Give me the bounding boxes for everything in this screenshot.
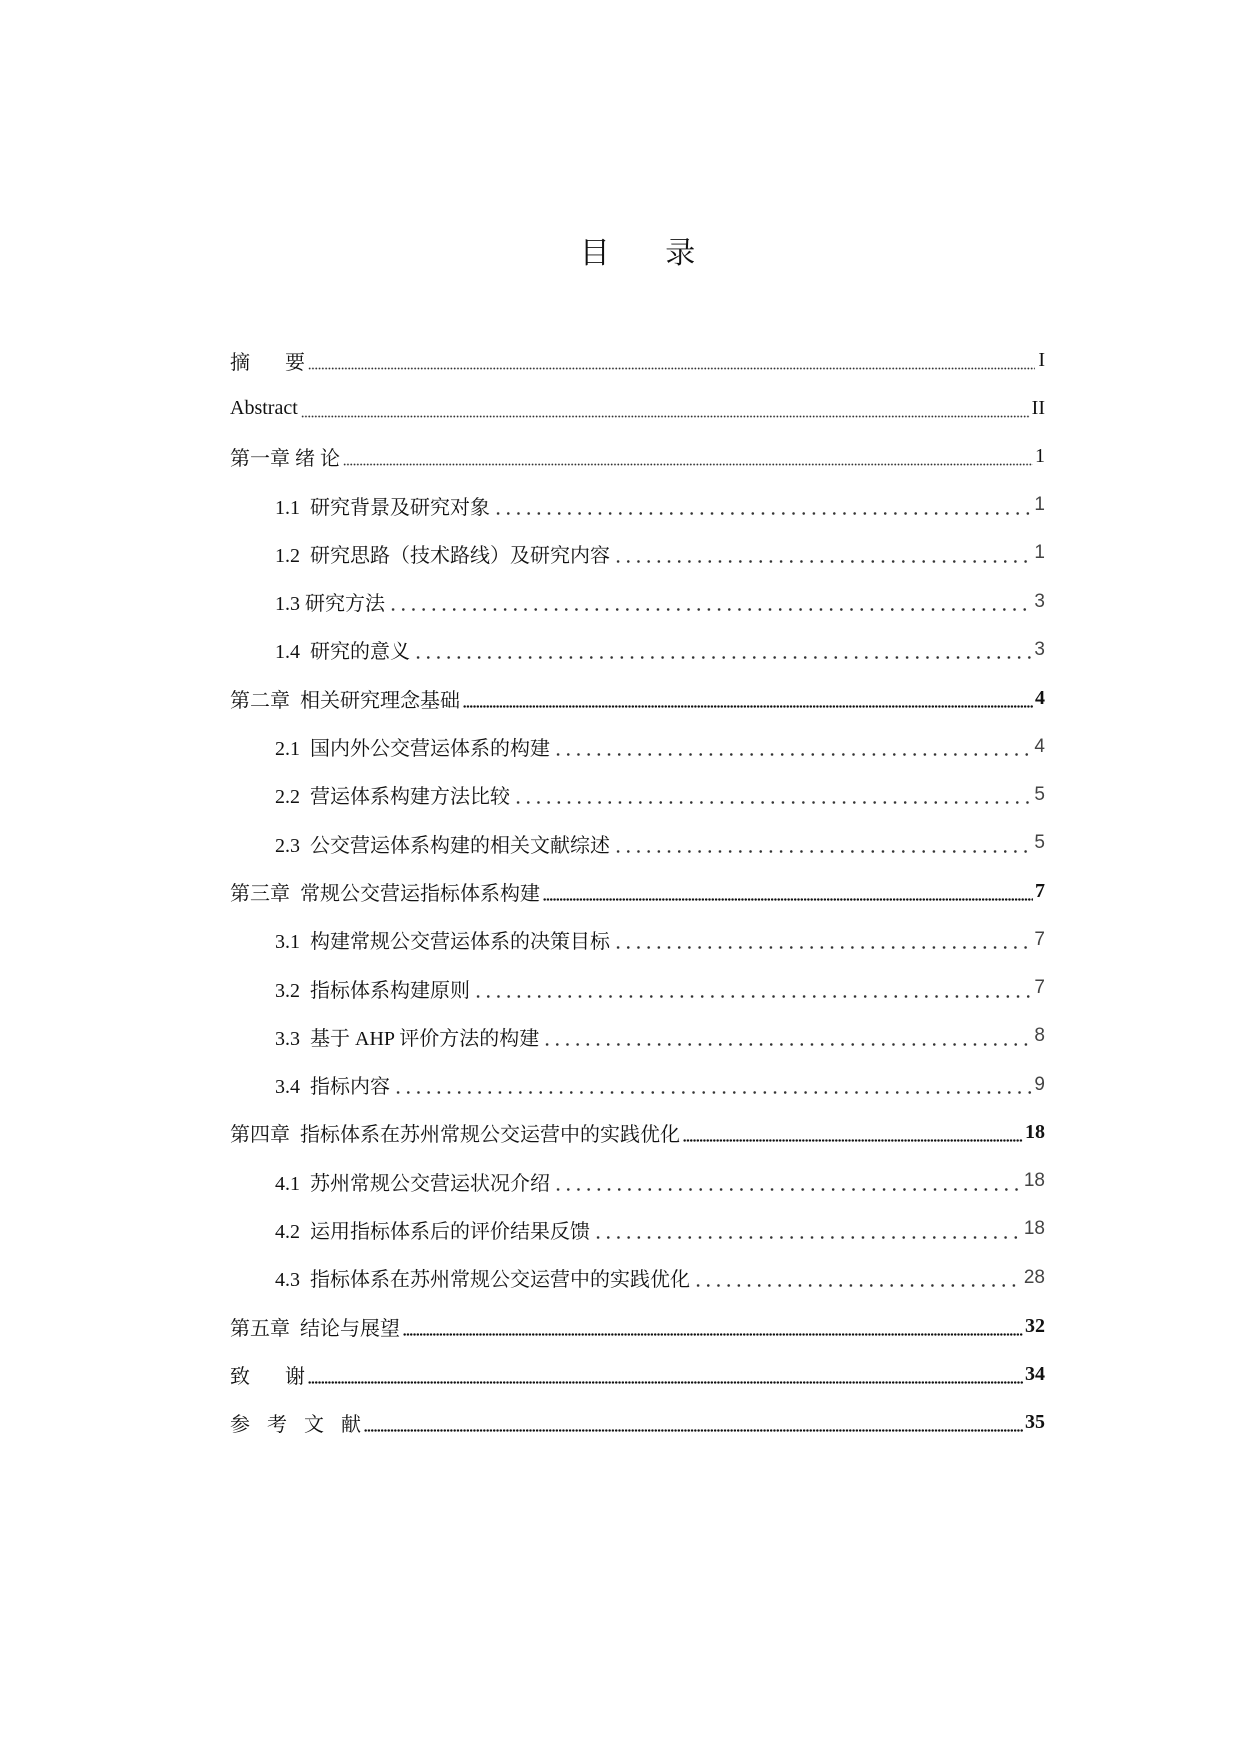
- dot-leader: [553, 1188, 1022, 1191]
- toc-entry-section-4-3[interactable]: [230, 1254, 1045, 1302]
- dot-leader: [513, 801, 1032, 804]
- dot-leader: [683, 1139, 1023, 1142]
- toc-entry-page: 4: [1034, 735, 1045, 757]
- toc-entry-page: 7: [1034, 928, 1045, 950]
- dot-leader: [493, 512, 1032, 515]
- toc-entry-page: 7: [1035, 879, 1045, 902]
- toc-entry-title: 3.3 基于 AHP 评价方法的构建: [275, 1027, 540, 1050]
- page-title: 目 录: [579, 237, 696, 270]
- toc-entry-title: Abstract: [230, 396, 298, 419]
- toc-entry-title: 4.3 指标体系在苏州常规公交运营中的实践优化: [275, 1269, 690, 1292]
- toc-entry-section-1-3[interactable]: [230, 577, 1045, 625]
- toc-entry-chapter-1[interactable]: [230, 433, 1045, 481]
- toc-entry-title: 1.1 研究背景及研究对象: [275, 496, 490, 519]
- toc-entry-title: 1.3 研究方法: [275, 593, 385, 616]
- toc-entry-title: 2.3 公交营运体系构建的相关文献综述: [275, 834, 610, 857]
- dot-leader: [473, 995, 1032, 998]
- dot-leader: [388, 608, 1032, 611]
- toc-entry-title: 第三章 常规公交营运指标体系构建: [230, 882, 540, 905]
- toc-entry-page: I: [1038, 348, 1045, 371]
- toc-entry-section-3-4[interactable]: [230, 1060, 1045, 1108]
- toc-entry-title: 第四章 指标体系在苏州常规公交运营中的实践优化: [230, 1124, 680, 1147]
- toc-entry-chapter-3[interactable]: [230, 867, 1045, 915]
- toc-entry-title: 2.2 营运体系构建方法比较: [275, 786, 510, 809]
- toc-entry-section-3-2[interactable]: [230, 964, 1045, 1012]
- table-of-contents: [230, 336, 1045, 1447]
- toc-entry-title: 第二章 相关研究理念基础: [230, 689, 460, 712]
- toc-entry-page: 1: [1035, 445, 1045, 468]
- toc-entry-section-3-3[interactable]: [230, 1012, 1045, 1060]
- dot-leader: [613, 946, 1032, 949]
- toc-entry-title: 3.2 指标体系构建原则: [275, 979, 470, 1002]
- toc-entry-abstract-en[interactable]: [230, 384, 1045, 432]
- dot-leader: [553, 753, 1032, 756]
- toc-entry-page: 5: [1034, 832, 1045, 854]
- dot-leader: [593, 1236, 1022, 1239]
- toc-entry-title: 第五章 结论与展望: [230, 1317, 400, 1340]
- toc-entry-section-1-2[interactable]: [230, 529, 1045, 577]
- toc-entry-title: 3.4 指标内容: [275, 1076, 390, 1099]
- toc-entry-page: 3: [1034, 638, 1045, 660]
- toc-entry-references[interactable]: [230, 1399, 1045, 1447]
- toc-entry-page: 1: [1034, 494, 1045, 516]
- toc-entry-section-4-2[interactable]: [230, 1205, 1045, 1253]
- dot-leader: [613, 850, 1032, 853]
- toc-entry-abstract-cn[interactable]: [230, 336, 1045, 384]
- toc-entry-title: 第一章 绪 论: [230, 448, 340, 471]
- toc-entry-page: 3: [1034, 590, 1045, 612]
- toc-entry-title: 3.1 构建常规公交营运体系的决策目标: [275, 931, 610, 954]
- toc-entry-section-2-2[interactable]: [230, 771, 1045, 819]
- toc-entry-page: 8: [1034, 1025, 1045, 1047]
- dot-leader: [308, 367, 1035, 370]
- toc-entry-page: 35: [1025, 1411, 1045, 1434]
- toc-entry-page: 18: [1023, 1218, 1045, 1240]
- dot-leader: [393, 1091, 1032, 1094]
- toc-entry-chapter-5[interactable]: [230, 1302, 1045, 1350]
- toc-entry-page: 4: [1035, 686, 1045, 709]
- toc-entry-title: 1.4 研究的意义: [275, 641, 410, 664]
- toc-entry-acknowledgements[interactable]: [230, 1350, 1045, 1398]
- toc-entry-page: II: [1031, 396, 1045, 419]
- dot-leader: [364, 1429, 1023, 1432]
- toc-entry-section-4-1[interactable]: [230, 1157, 1045, 1205]
- toc-entry-title: 参 考 文 献: [230, 1414, 361, 1437]
- toc-entry-chapter-4[interactable]: [230, 1109, 1045, 1157]
- toc-entry-page: 7: [1034, 977, 1045, 998]
- toc-entry-title: 4.1 苏州常规公交营运状况介绍: [275, 1172, 550, 1195]
- dot-leader: [343, 463, 1033, 466]
- toc-entry-page: 34: [1025, 1362, 1045, 1385]
- toc-entry-section-2-1[interactable]: [230, 722, 1045, 770]
- toc-entry-title: 4.2 运用指标体系后的评价结果反馈: [275, 1220, 590, 1243]
- dot-leader: [693, 1284, 1022, 1287]
- dot-leader: [613, 560, 1032, 563]
- dot-leader: [543, 898, 1033, 901]
- toc-entry-section-1-1[interactable]: [230, 481, 1045, 529]
- toc-entry-page: 28: [1023, 1266, 1045, 1288]
- dot-leader: [463, 705, 1033, 708]
- toc-entry-page: 1: [1034, 542, 1045, 564]
- toc-entry-page: 18: [1025, 1121, 1045, 1144]
- dot-leader: [308, 1381, 1023, 1384]
- toc-entry-page: 5: [1034, 783, 1045, 805]
- toc-entry-title: 1.2 研究思路（技术路线）及研究内容: [275, 544, 610, 567]
- toc-entry-page: 32: [1025, 1314, 1045, 1337]
- dot-leader: [413, 656, 1032, 659]
- dot-leader: [403, 1333, 1023, 1336]
- toc-entry-chapter-2[interactable]: [230, 674, 1045, 722]
- dot-leader: [542, 1043, 1032, 1046]
- toc-entry-section-3-1[interactable]: [230, 916, 1045, 964]
- toc-entry-title: 2.1 国内外公交营运体系的构建: [275, 738, 550, 761]
- toc-entry-title: 摘 要: [230, 351, 305, 374]
- toc-entry-page: 18: [1023, 1170, 1045, 1192]
- toc-entry-section-2-3[interactable]: [230, 819, 1045, 867]
- toc-entry-page: 9: [1034, 1073, 1045, 1095]
- toc-entry-section-1-4[interactable]: [230, 626, 1045, 674]
- toc-entry-title: 致 谢: [230, 1365, 305, 1388]
- dot-leader: [301, 415, 1030, 418]
